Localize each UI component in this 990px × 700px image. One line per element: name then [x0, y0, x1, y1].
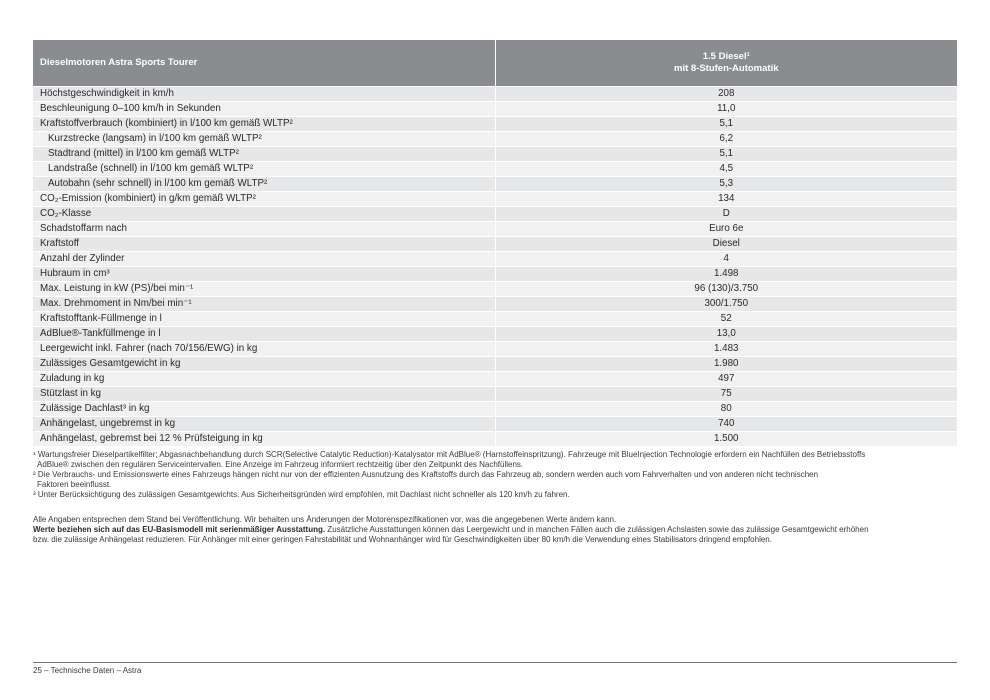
general-note-2 — [33, 525, 957, 535]
table-row — [33, 327, 957, 342]
row-value: 5,1 — [495, 147, 957, 162]
table-row — [33, 387, 957, 402]
footer-divider — [33, 662, 957, 663]
table-row — [33, 342, 957, 357]
row-label: Anhängelast, gebremst bei 12 % Prüfsteigung in kg — [33, 432, 495, 447]
table-row — [33, 252, 957, 267]
row-label: Max. Drehmoment in Nm/bei min⁻¹ — [33, 297, 495, 312]
row-value: D — [495, 207, 957, 222]
row-label: Anhängelast, ungebremst in kg — [33, 417, 495, 432]
row-label: Autobahn (sehr schnell) in l/100 km gemäß WLTP² — [33, 177, 495, 192]
table-row — [33, 207, 957, 222]
row-value: 1.498 — [495, 267, 957, 282]
row-value: Diesel — [495, 237, 957, 252]
row-label: Kraftstoff — [33, 237, 495, 252]
table-row — [33, 222, 957, 237]
row-value: 11,0 — [495, 102, 957, 117]
general-note-bold: Werte beziehen sich auf das EU-Basismodell mit serienmäßiger Ausstattung. — [33, 525, 326, 534]
row-label: Zulässige Dachlast³ in kg — [33, 402, 495, 417]
footnote-1: ¹ Wartungsfreier Dieselpartikelfilter; Abgasnachbehandlung durch SCR(Selective Catalytic Reduction)-Katalysator mit AdBlue® (Harnstoffeinspritzung). Fahrzeuge mit BlueInjection Technologie erfordern ein Nachfüllen des Betriebsstoffs — [33, 450, 866, 459]
table-row — [33, 132, 957, 147]
row-label: Kraftstofftank-Füllmenge in l — [33, 312, 495, 327]
table-row — [33, 297, 957, 312]
row-value: 1.980 — [495, 357, 957, 372]
row-label: AdBlue®-Tankfüllmenge in l — [33, 327, 495, 342]
row-label: Höchstgeschwindigkeit in km/h — [33, 87, 495, 102]
row-value: 52 — [495, 312, 957, 327]
table-row — [33, 372, 957, 387]
row-value: 80 — [495, 402, 957, 417]
variant-name: 1.5 Diesel¹ — [702, 51, 750, 62]
row-value: 134 — [495, 192, 957, 207]
row-label: CO₂-Klasse — [33, 207, 495, 222]
row-label: Leergewicht inkl. Fahrer (nach 70/156/EWG) in kg — [33, 342, 495, 357]
table-row — [33, 282, 957, 297]
table-row — [33, 147, 957, 162]
row-value: 75 — [495, 387, 957, 402]
row-value: 6,2 — [495, 132, 957, 147]
row-value: 208 — [495, 87, 957, 102]
table-row — [33, 177, 957, 192]
row-value: 5,3 — [495, 177, 957, 192]
footnote-1-continued: AdBlue® zwischen den regulären Serviceintervallen. Eine Anzeige im Fahrzeug informiert rechtzeitig über den Zeitpunkt des Nachfüllens. — [37, 460, 524, 469]
table-row — [33, 417, 957, 432]
table-row — [33, 357, 957, 372]
row-label: Kurzstrecke (langsam) in l/100 km gemäß WLTP² — [33, 132, 495, 147]
table-row — [33, 402, 957, 417]
row-value: 96 (130)/3.750 — [495, 282, 957, 297]
row-label: Anzahl der Zylinder — [33, 252, 495, 267]
page-footer: 25 – Technische Daten – Astra — [33, 666, 142, 675]
row-label: Hubraum in cm³ — [33, 267, 495, 282]
row-label: Stadtrand (mittel) in l/100 km gemäß WLTP² — [33, 147, 495, 162]
footnote-3: ³ Unter Berücksichtigung des zulässigen Gesamtgewichts. Aus Sicherheitsgründen wird empfohlen, mit Dachlast nicht schneller als 120 km/h zu fahren. — [33, 490, 570, 499]
table-row — [33, 192, 957, 207]
row-value: 4,5 — [495, 162, 957, 177]
row-label: Schadstoffarm nach — [33, 222, 495, 237]
row-value: 740 — [495, 417, 957, 432]
general-note-2-rest: Zusätzliche Ausstattungen können das Leergewicht und in manchen Fällen auch die zulässigen Achslasten sowie das zulässige Gesamtgewicht erhöhen — [325, 525, 869, 534]
general-note-3: bzw. die zulässige Anhängelast reduzieren. Für Anhänger mit einer geringen Fahrstabilität und Wohnanhänger wird für Geschwindigkeiten über 80 km/h die Verwendung eines Stabilisators dringend empfohlen. — [33, 535, 772, 544]
table-header-variant — [495, 40, 957, 87]
general-notes — [33, 515, 957, 545]
row-label: Kraftstoffverbrauch (kombiniert) in l/100 km gemäß WLTP² — [33, 117, 495, 132]
row-value: 1.483 — [495, 342, 957, 357]
table-row — [33, 237, 957, 252]
table-row — [33, 102, 957, 117]
row-label: Zuladung in kg — [33, 372, 495, 387]
row-value: 4 — [495, 252, 957, 267]
row-label: Zulässiges Gesamtgewicht in kg — [33, 357, 495, 372]
footnote-2-continued: Faktoren beeinflusst. — [37, 480, 112, 489]
row-value: 5,1 — [495, 117, 957, 132]
variant-transmission: mit 8-Stufen-Automatik — [674, 63, 779, 74]
row-value: 13,0 — [495, 327, 957, 342]
footnotes — [33, 450, 957, 500]
table-row — [33, 432, 957, 447]
row-value: 1.500 — [495, 432, 957, 447]
table-row — [33, 267, 957, 282]
row-label: Beschleunigung 0–100 km/h in Sekunden — [33, 102, 495, 117]
spec-table — [33, 40, 957, 446]
row-value: 300/1.750 — [495, 297, 957, 312]
row-value: Euro 6e — [495, 222, 957, 237]
row-label: Landstraße (schnell) in l/100 km gemäß WLTP² — [33, 162, 495, 177]
table-row — [33, 117, 957, 132]
table-row — [33, 162, 957, 177]
table-row — [33, 312, 957, 327]
row-label: Stützlast in kg — [33, 387, 495, 402]
table-row — [33, 87, 957, 102]
row-label: Max. Leistung in kW (PS)/bei min⁻¹ — [33, 282, 495, 297]
table-header-engine: Dieselmotoren Astra Sports Tourer — [33, 40, 495, 87]
row-label: CO₂-Emission (kombiniert) in g/km gemäß WLTP² — [33, 192, 495, 207]
footnote-2: ² Die Verbrauchs- und Emissionswerte eines Fahrzeugs hängen nicht nur von der effizienten Ausnutzung des Kraftstoffs durch das Fahrzeug ab, sondern werden auch vom Fahrverhalten und von anderen nicht technischen — [33, 470, 819, 479]
table-header-row — [33, 40, 957, 87]
general-note-1: Alle Angaben entsprechen dem Stand bei Veröffentlichung. Wir behalten uns Änderungen der Motorenspezifikationen vor, was die angegebenen Werte ändern kann. — [33, 515, 617, 524]
row-value: 497 — [495, 372, 957, 387]
